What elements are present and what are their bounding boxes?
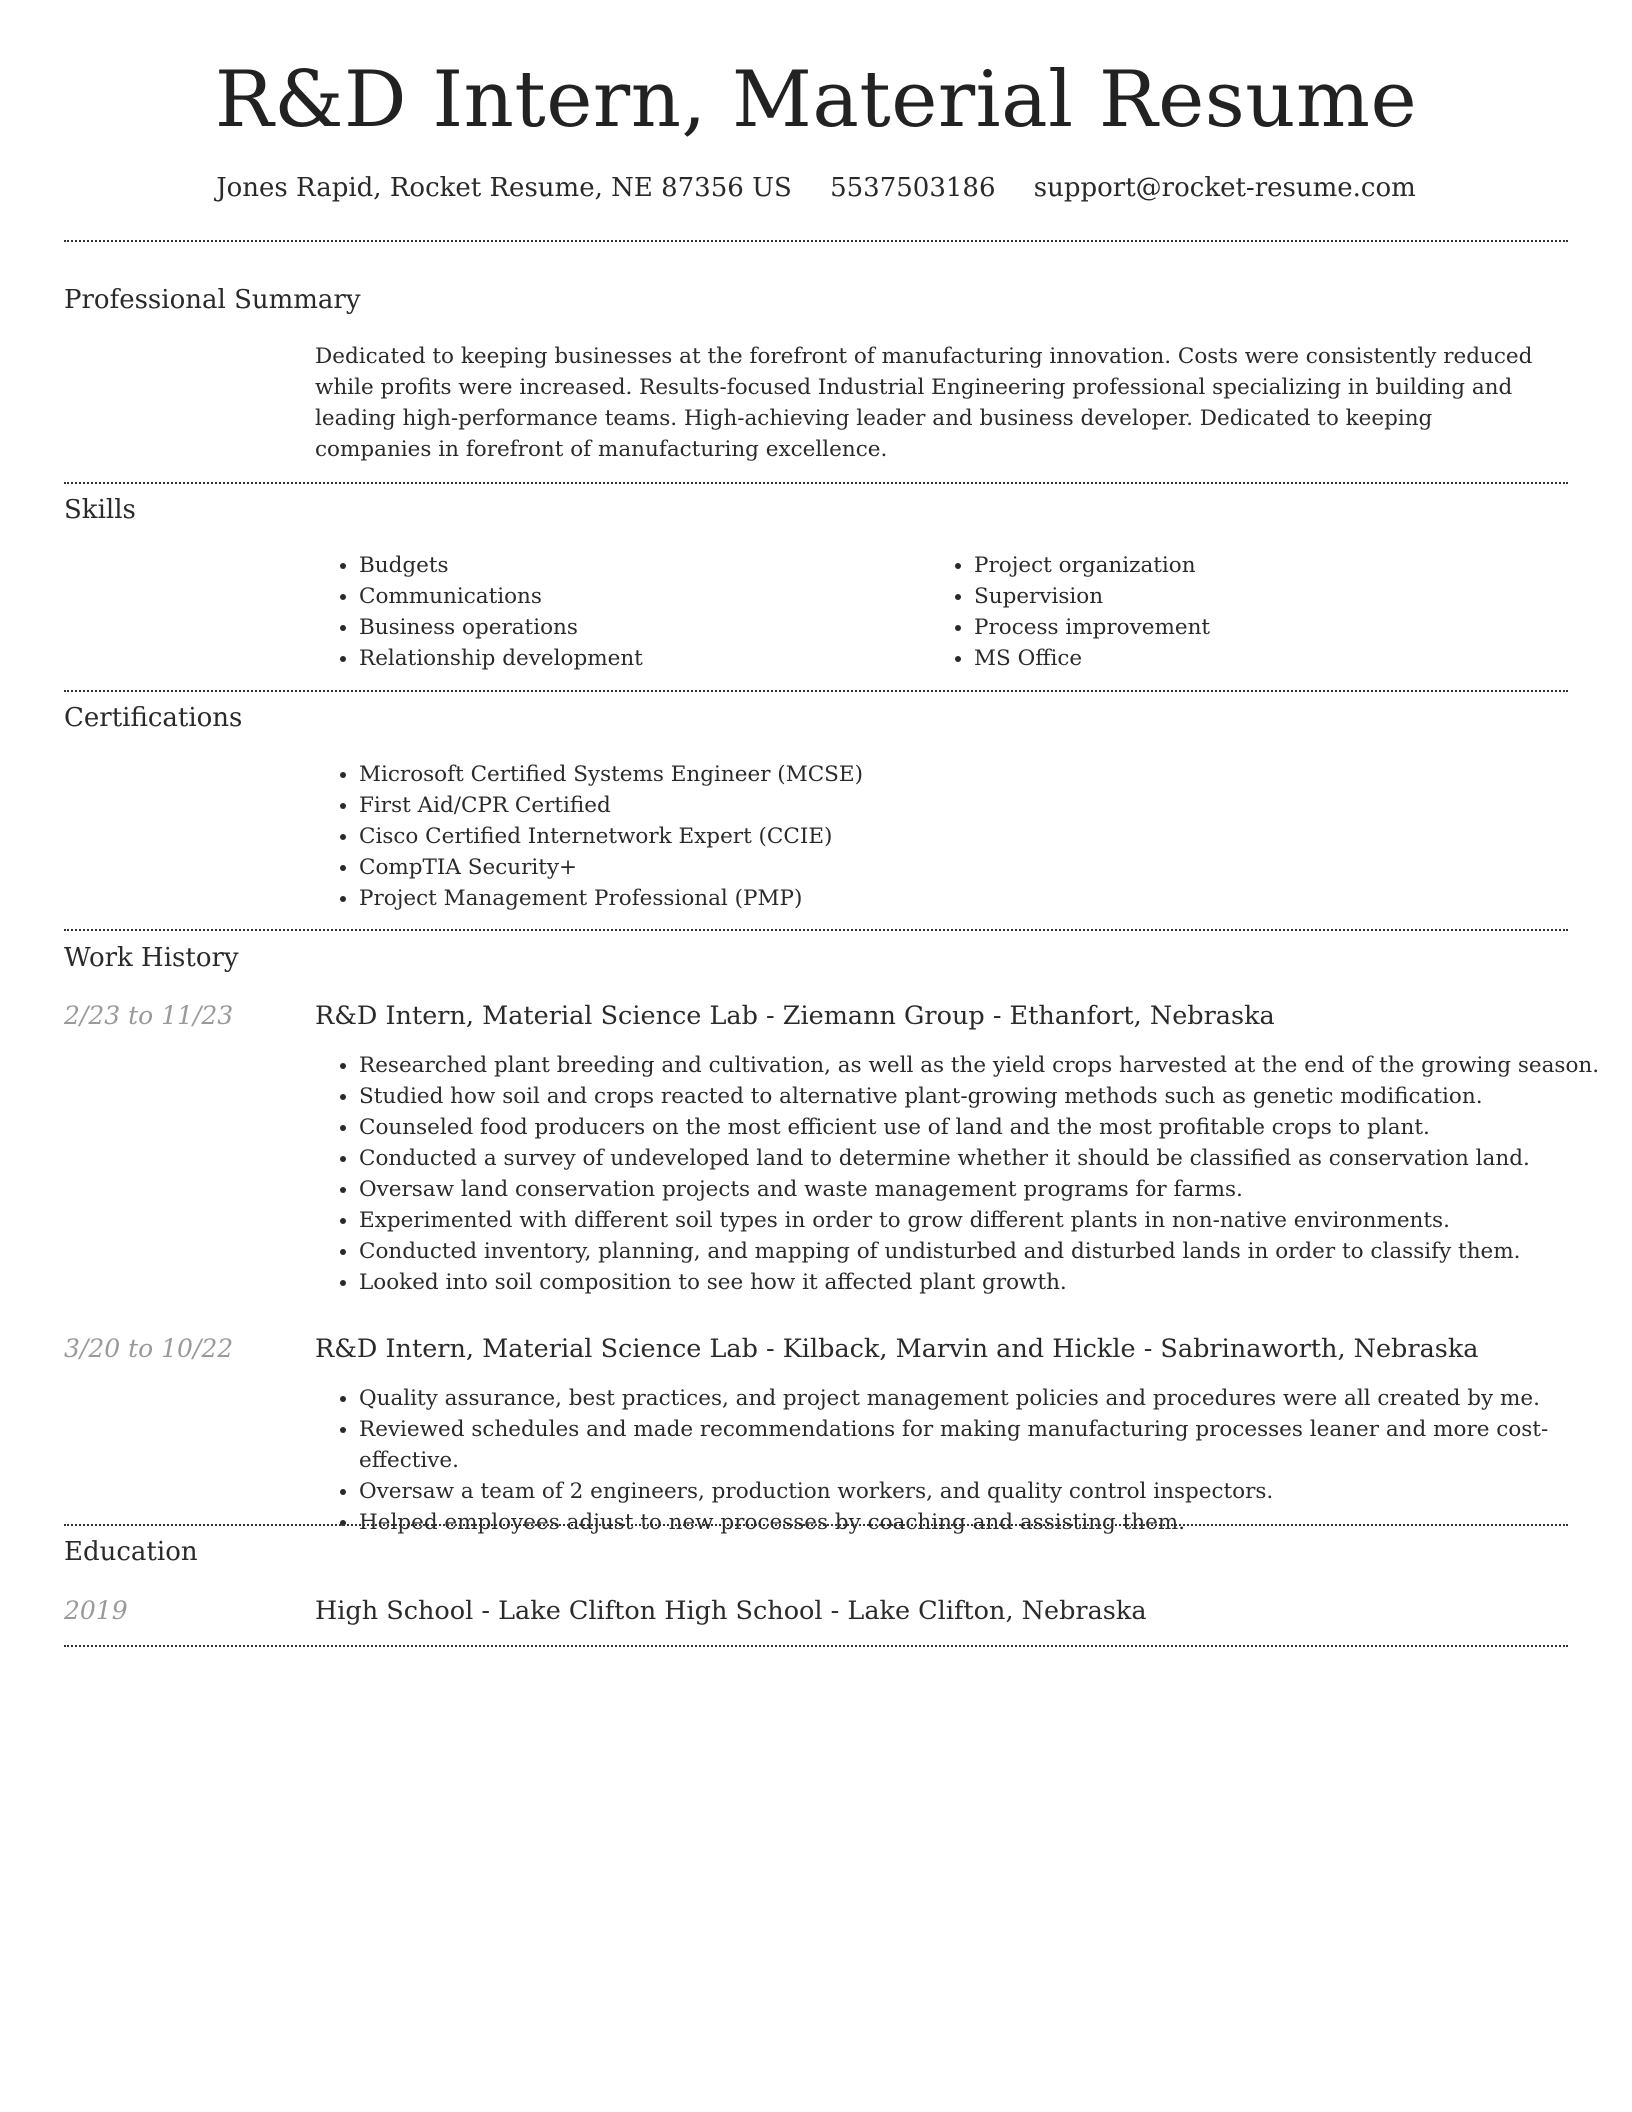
list-item: • Project Management Professional (PMP) — [359, 883, 1559, 914]
summary-text: Dedicated to keeping businesses at the forefront of manufacturing innovation. Costs were consistently reduced while profits were increased. Results-focused Industrial Engineering professional specializing in building and leading high-performance teams. High-achieving leader and business developer. Dedicated to keeping companies in forefront of manufacturing excellence. — [315, 344, 1533, 462]
list-item: • Supervision — [974, 581, 1574, 612]
list-item: • Oversaw land conservation projects and waste management programs for farms. — [359, 1174, 1609, 1205]
divider — [64, 1524, 1568, 1526]
list-item: • Process improvement — [974, 612, 1574, 643]
list-item: • Counseled food producers on the most efficient use of land and the most profitable crops to plant. — [359, 1112, 1609, 1143]
list-item: • Researched plant breeding and cultivation, as well as the yield crops harvested at the end of the growing season. — [359, 1050, 1609, 1081]
list-item: • Relationship development — [359, 643, 919, 674]
list-item: • First Aid/CPR Certified — [359, 790, 1559, 821]
education-heading: High School - Lake Clifton High School - Lake Clifton, Nebraska — [315, 1596, 1147, 1626]
section-title-education: Education — [64, 1537, 198, 1567]
job-heading: R&D Intern, Material Science Lab - Kilback, Marvin and Hickle - Sabrinaworth, Nebraska — [315, 1334, 1479, 1364]
education-year: 2019 — [64, 1596, 128, 1625]
list-item: • Oversaw a team of 2 engineers, production workers, and quality control inspectors. — [359, 1476, 1609, 1507]
list-item: • Conducted a survey of undeveloped land to determine whether it should be classified as conservation land. — [359, 1143, 1609, 1174]
list-item: • Project organization — [974, 550, 1574, 581]
contact-address: Jones Rapid, Rocket Resume, NE 87356 US — [216, 173, 792, 203]
job-bullets — [315, 1050, 1609, 1298]
job-bullets — [315, 1383, 1609, 1538]
list-item: • Business operations — [359, 612, 919, 643]
certifications-list — [315, 759, 1559, 914]
list-item: • CompTIA Security+ — [359, 852, 1559, 883]
list-item: • Budgets — [359, 550, 919, 581]
divider — [64, 690, 1568, 692]
list-item: • Reviewed schedules and made recommendations for making manufacturing processes leaner and more cost-effective. — [359, 1414, 1609, 1476]
list-item: • Helped employees adjust to new processes by coaching and assisting them. — [359, 1507, 1609, 1538]
contact-phone: 5537503186 — [830, 173, 996, 203]
list-item: • Microsoft Certified Systems Engineer (MCSE) — [359, 759, 1559, 790]
divider — [64, 929, 1568, 931]
divider — [64, 1645, 1568, 1647]
job-dates: 3/20 to 10/22 — [64, 1334, 234, 1363]
contact-line — [0, 170, 1632, 206]
list-item: • MS Office — [974, 643, 1574, 674]
section-title-work-history: Work History — [64, 943, 239, 973]
list-item: • Quality assurance, best practices, and project management policies and procedures were all created by me. — [359, 1383, 1609, 1414]
list-item: • Looked into soil composition to see how it affected plant growth. — [359, 1267, 1609, 1298]
list-item: • Cisco Certified Internetwork Expert (CCIE) — [359, 821, 1559, 852]
contact-email: support@rocket-resume.com — [1033, 173, 1416, 203]
job-heading: R&D Intern, Material Science Lab - Ziemann Group - Ethanfort, Nebraska — [315, 1001, 1275, 1031]
skills-list-left — [315, 550, 919, 674]
skills-list-right — [930, 550, 1574, 674]
list-item: • Experimented with different soil types in order to grow different plants in non-native environments. — [359, 1205, 1609, 1236]
section-title-certifications: Certifications — [64, 703, 243, 733]
section-title-skills: Skills — [64, 495, 136, 525]
job-dates: 2/23 to 11/23 — [64, 1001, 234, 1030]
resume-name: R&D Intern, Material Resume — [214, 55, 1418, 145]
list-item: • Communications — [359, 581, 919, 612]
list-item: • Studied how soil and crops reacted to alternative plant-growing methods such as genetic modification. — [359, 1081, 1609, 1112]
divider — [64, 240, 1568, 242]
divider — [64, 482, 1568, 484]
section-title-summary: Professional Summary — [64, 285, 361, 315]
list-item: • Conducted inventory, planning, and mapping of undisturbed and disturbed lands in order to classify them. — [359, 1236, 1609, 1267]
